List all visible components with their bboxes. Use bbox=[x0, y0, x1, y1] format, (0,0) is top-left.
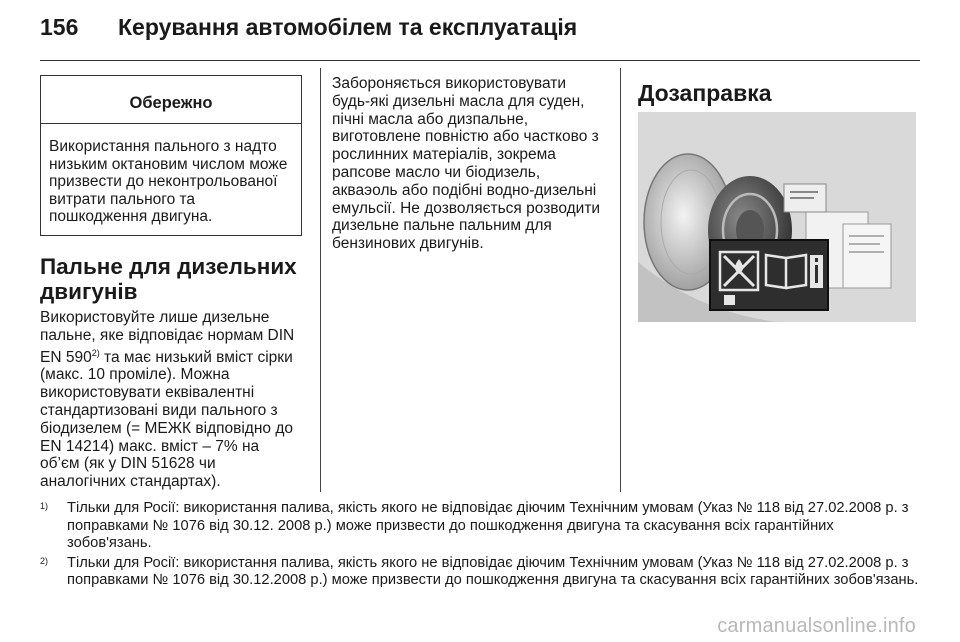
page-title: Керування автомобілем та експлуатація bbox=[118, 14, 578, 40]
column-divider bbox=[320, 68, 321, 492]
footnote-text: Тільки для Росії: використання палива, якість якого не відповідає діючим Технічним умовам (Указ № 118 від 27.02.2008 р. з поправками № 1076 від 30.12. 2008 р.) може призвести до пошкодження двигуна та скасування всіх гарантійних зобов'язань. bbox=[67, 500, 909, 552]
diesel-text-part-1: Використовуйте лише дизельне пальне, яке відповідає нормам DIN EN 590 bbox=[40, 308, 295, 366]
fuel-flap-illustration bbox=[638, 112, 916, 322]
refuelling-heading: Дозаправка bbox=[638, 80, 772, 106]
fuel-filler-photo bbox=[638, 112, 916, 322]
footnote-mark: 2) bbox=[40, 555, 49, 566]
footnote-ref-2: 2) bbox=[91, 347, 100, 358]
diesel-heading: Пальне для дизельних двигунів bbox=[40, 253, 297, 304]
diesel-text-part-2: та має низький вміст сірки (макс. 10 проміле). Можна використовувати еквівалентні стандартизовані види пального з біодизелем (= МЕЖК відповідно до EN 14214) макс. вміст – 7% на об’єм (як у DIN 51628 чи аналогічних стандартах). bbox=[40, 348, 293, 491]
column-3 bbox=[638, 68, 920, 322]
footnotes bbox=[40, 500, 920, 592]
warning-box bbox=[40, 75, 302, 236]
footnote-text: Тільки для Росії: використання палива, якість якого не відповідає діючим Технічним умовам (Указ № 118 від 27.02.2008 р. з поправками № 1076 від 30.12.2008 р.) може призвести до пошкодження двигуна та скасування всіх гарантійних зобов'язань. bbox=[67, 554, 919, 589]
watermark: carmanualsonline.info bbox=[717, 615, 916, 637]
column-2 bbox=[332, 75, 607, 253]
footnote-mark: 1) bbox=[40, 501, 49, 511]
footnote-1 bbox=[40, 500, 920, 553]
warning-title: Обережно bbox=[41, 76, 301, 124]
footnote-2 bbox=[40, 555, 920, 590]
page-number: 156 bbox=[40, 14, 79, 40]
diesel-text bbox=[40, 309, 302, 491]
column-1 bbox=[40, 68, 302, 491]
header-rule bbox=[40, 60, 920, 61]
page-header bbox=[40, 14, 577, 41]
prohibition-text: Забороняється використовувати будь-які дизельні масла для суден, пічні масла або дизпальне, виготовлене повністю або частково з рослинних матеріалів, зокрема рапсове масло чи біодизель, акваэоль або подібні водно-дизельні емульсії. Не дозволяється розводити дизельне пальне пальним для бензинових двигунів. bbox=[332, 75, 601, 253]
warning-text: Використання пального з надто низьким октановим числом може призвести до неконтрольованої витрати пального та пошкодження двигуна. bbox=[49, 138, 288, 226]
column-divider bbox=[620, 68, 621, 492]
